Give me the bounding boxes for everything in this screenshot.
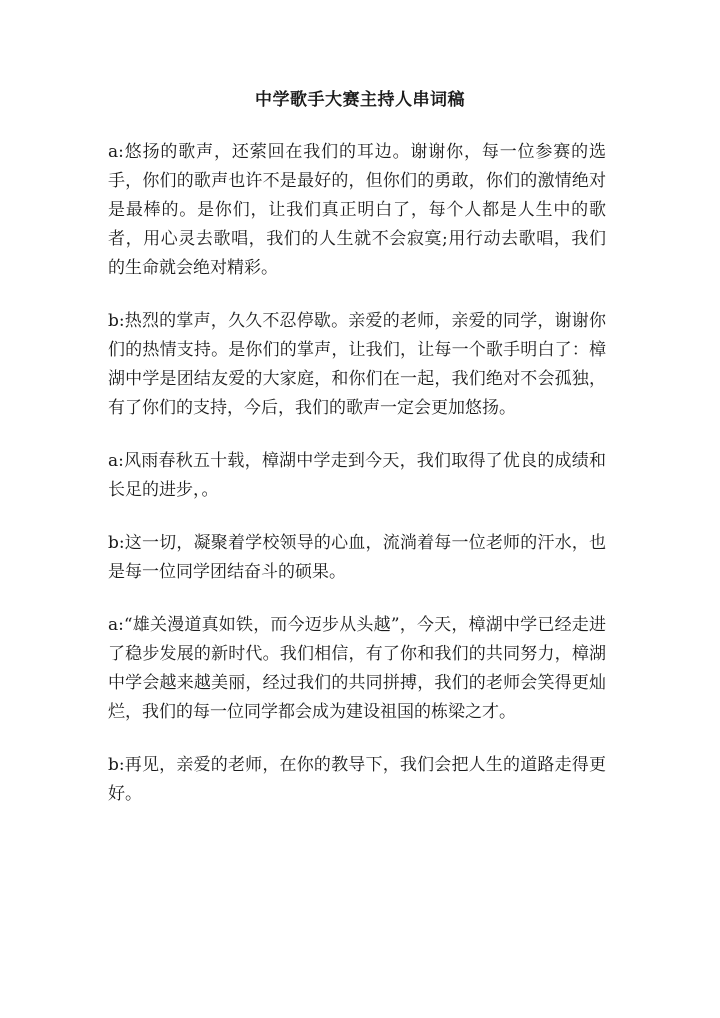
- document-title: 中学歌手大赛主持人串词稿: [255, 90, 465, 110]
- paragraph-host-a-3: a:“雄关漫道真如铁，而今迈步从头越”，今天，樟湖中学已经走进了稳步发展的新时代。我们相信，有了你和我们的共同努力，樟湖中学会越来越美丽，经过我们的共同拼搏，我们的老师会笑得更灿烂，我们的每一位同学都会成为建设祖国的栋梁之才。: [108, 615, 606, 722]
- document-body: [108, 138, 606, 833]
- paragraph-host-a-2: a:风雨春秋五十载，樟湖中学走到今天，我们取得了优良的成绩和长足的进步，。: [108, 451, 606, 500]
- paragraph-host-a-1: a:悠扬的歌声，还萦回在我们的耳边。谢谢你，每一位参赛的选手，你们的歌声也许不是最好的，但你们的勇敢，你们的激情绝对是最棒的。是你们，让我们真正明白了，每个人都是人生中的歌者，用心灵去歌唱，我们的人生就不会寂寞;用行动去歌唱，我们的生命就会绝对精彩。: [108, 142, 606, 278]
- paragraph-host-b-2: b:这一切，凝聚着学校领导的心血，流淌着每一位老师的汗水，也是每一位同学团结奋斗的硕果。: [108, 533, 606, 582]
- paragraph-host-b-1: b:热烈的掌声，久久不忍停歇。亲爱的老师，亲爱的同学，谢谢你们的热情支持。是你们的掌声，让我们，让每一个歌手明白了：樟湖中学是团结友爱的大家庭，和你们在一起，我们绝对不会孤独，有了你们的支持，今后，我们的歌声一定会更加悠扬。: [108, 311, 606, 418]
- paragraph-host-b-3: b:再见，亲爱的老师，在你的教导下，我们会把人生的道路走得更好。: [108, 755, 606, 804]
